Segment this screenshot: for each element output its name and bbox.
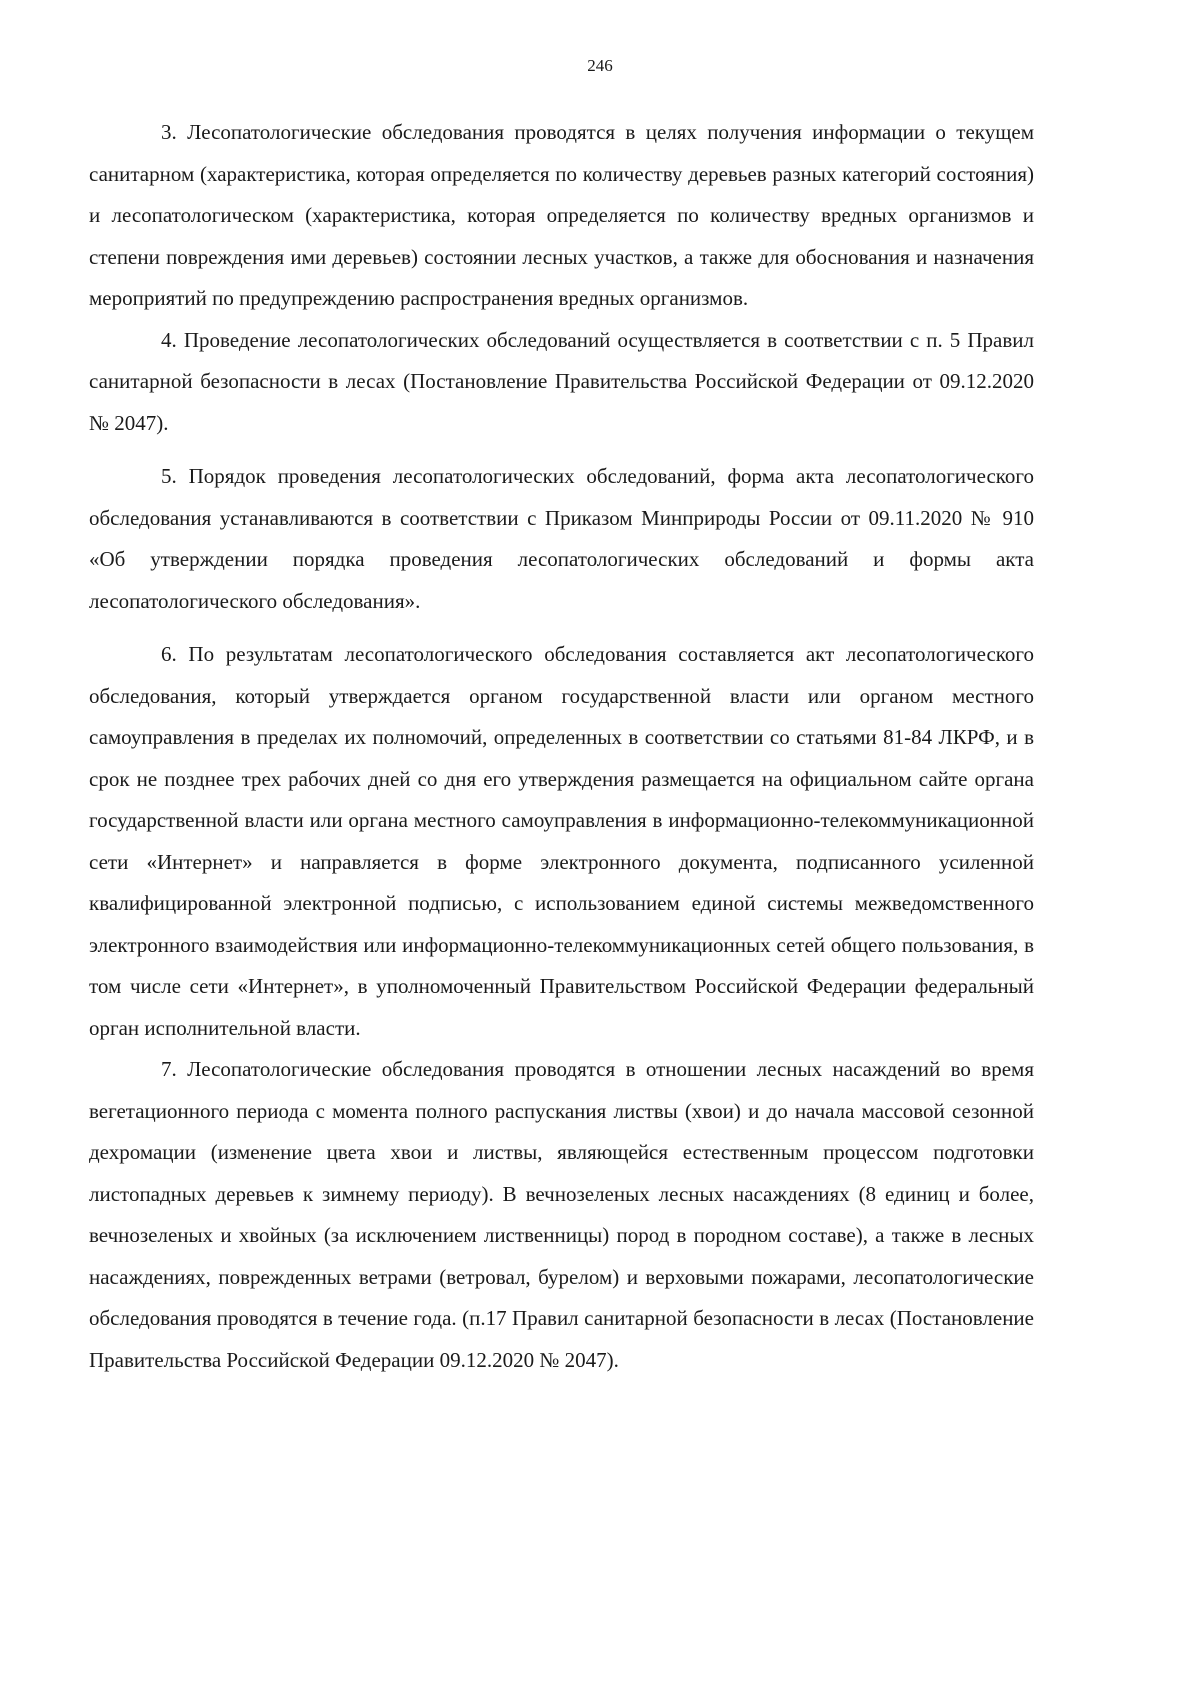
page-number: 246	[587, 56, 613, 75]
paragraph-3: 3. Лесопатологические обследования проводятся в целях получения информации о текущем санитарном (характеристика, которая определяется по количеству деревьев разных категорий состояния) и лесопатологическом (характеристика, которая определяется по количеству вредных организмов и степени повреждения ими деревьев) состоянии лесных участков, а также для обоснования и назначения мероприятий по предупреждению распространения вредных организмов.	[89, 120, 1034, 310]
paragraph-5: 5. Порядок проведения лесопатологических обследований, форма акта лесопатологического обследования устанавливаются в соответствии с Приказом Минприроды России от 09.11.2020 № 910 «Об утверждении порядка проведения лесопатологических обследований и формы акта лесопатологического обследования».	[89, 464, 1034, 613]
document-body	[89, 112, 1034, 1381]
paragraph-4: 4. Проведение лесопатологических обследований осуществляется в соответствии с п. 5 Правил санитарной безопасности в лесах (Постановление Правительства Российской Федерации от 09.12.2020 № 2047).	[89, 327, 1034, 435]
paragraph-7: 7. Лесопатологические обследования проводятся в отношении лесных насаждений во время вегетационного периода с момента полного распускания листвы (хвои) и до начала массовой сезонной дехромации (изменение цвета хвои и листвы, являющейся естественным процессом подготовки листопадных деревьев к зимнему периоду). В вечнозеленых лесных насаждениях (8 единиц и более, вечнозеленых и хвойных (за исключением лиственницы) пород в породном составе), а также в лесных насаждениях, поврежденных ветрами (ветровал, бурелом) и верховыми пожарами, лесопатологические обследования проводятся в течение года. (п.17 Правил санитарной безопасности в лесах (Постановление Правительства Российской Федерации 09.12.2020 № 2047).	[89, 1057, 1034, 1372]
paragraph-spacer	[89, 622, 1034, 634]
paragraph-6: 6. По результатам лесопатологического обследования составляется акт лесопатологического обследования, который утверждается органом государственной власти или органом местного самоуправления в пределах их полномочий, определенных в соответствии со статьями 81-84 ЛКРФ, и в срок не позднее трех рабочих дней со дня его утверждения размещается на официальном сайте органа государственной власти или органа местного самоуправления в информационно-телекоммуникационной сети «Интернет» и направляется в форме электронного документа, подписанного усиленной квалифицированной электронной подписью, с использованием единой системы межведомственного электронного взаимодействия или информационно-телекоммуникационных сетей общего пользования, в том числе сети «Интернет», в уполномоченный Правительством Российской Федерации федеральный орган исполнительной власти.	[89, 642, 1034, 1040]
paragraph-spacer	[89, 444, 1034, 456]
